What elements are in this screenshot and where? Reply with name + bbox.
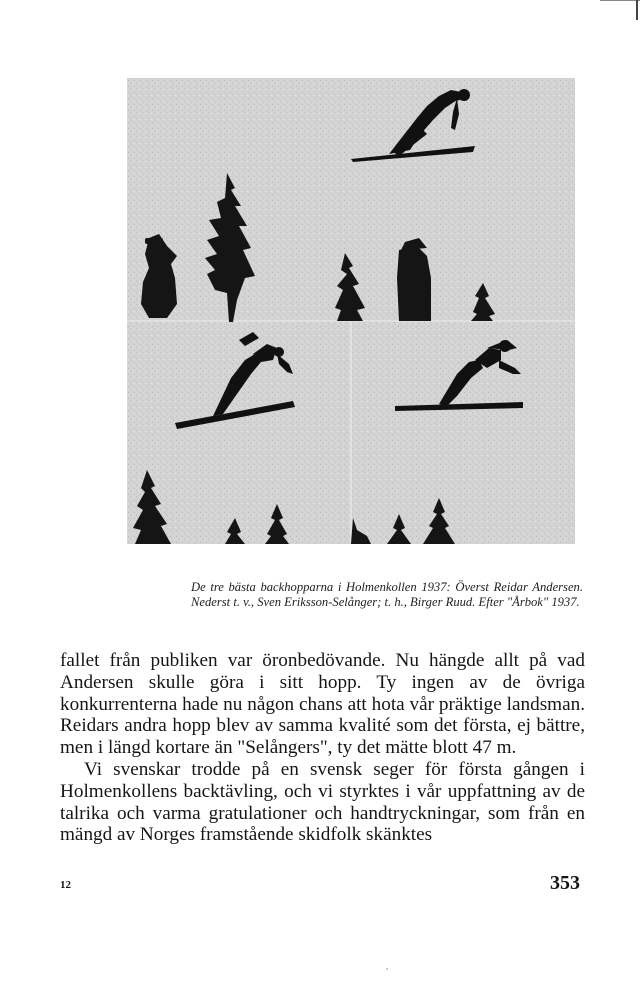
page-edge-mark [636,0,638,20]
paragraph: fallet från publiken var öronbedövande. Nu hängde allt på vad Andersen skulle göra i sitt hopp. Ty ingen av de övriga konkurrenterna hade nu någon chans att hota vår präktige landsman. Reidars andra hopp blev av samma kvalité som det första, ej bättre, men i längd kortare än "Selångers", ty det mätte blott 47 m. [60,650,585,759]
ski-jump-photo-plate [127,78,575,544]
page-number: 353 [550,872,580,894]
paragraph: Vi svenskar trodde på en svensk seger för första gången i Holmenkollens backtävling, och vi styrktes i vår uppfattning av de talrika och varma gratulationer och handtryckningar, som från en mängd av Norges framstående skidfolk skänktes [60,758,585,846]
ski-jumpers-photo [127,78,575,544]
body-text [60,650,585,846]
figure-caption: De tre bästa backhopparna i Holmenkollen 1937: Överst Reidar Andersen. Nederst t. v., Sven Eriksson-Selånger; t. h., Birger Ruud. Efter "Årbok" 1937. [191,580,583,609]
paper-speck [386,968,388,970]
page-edge-mark [600,0,640,1]
signature-mark: 12 [60,879,71,891]
